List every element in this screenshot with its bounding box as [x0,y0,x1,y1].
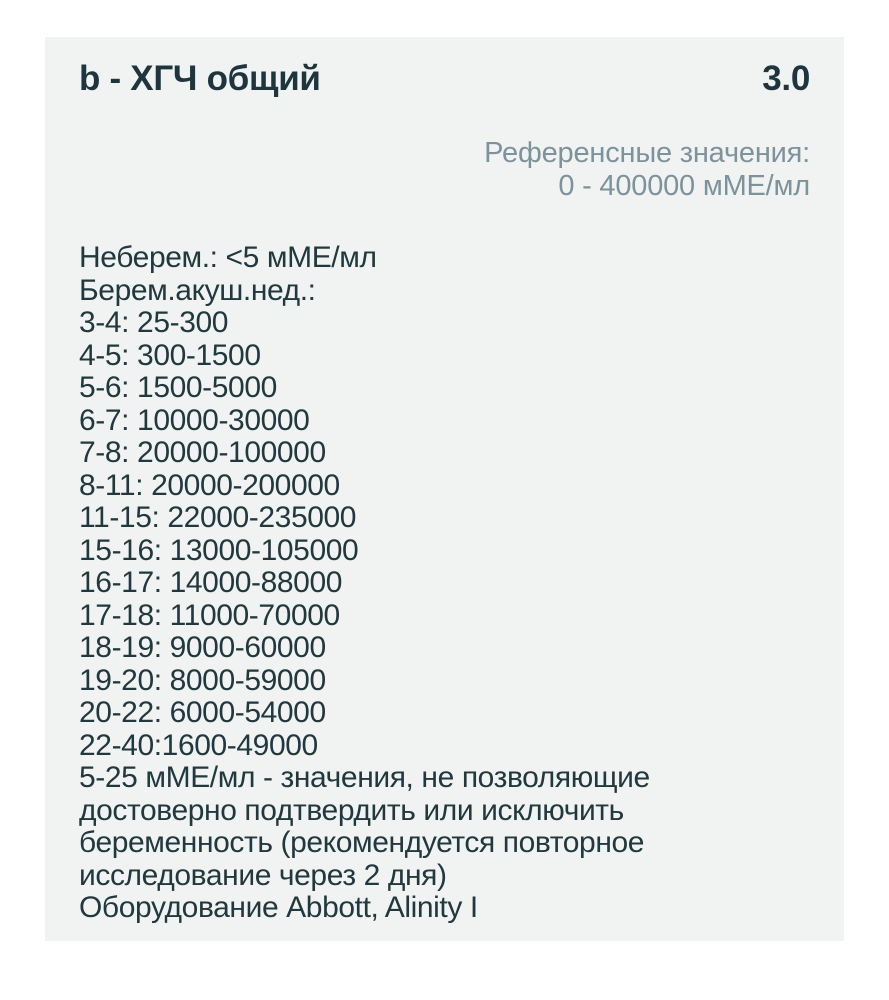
detail-line: 8-11: 20000-200000 [79,468,340,502]
test-result-card [45,37,844,941]
detail-line: 15-16: 13000-105000 [79,533,359,567]
reference-values-label: Референсные значения: [484,137,810,169]
detail-line: Берем.акуш.нед.: [79,273,316,307]
detail-line: Неберем.: <5 мМЕ/мл [79,241,377,274]
detail-line: исследование через 2 дня) [79,858,447,892]
detail-line: 5-6: 1500-5000 [79,371,277,404]
detail-line: Оборудование Abbott, Alinity I [79,891,478,924]
detail-line: 19-20: 8000-59000 [79,663,326,697]
detail-line: 4-5: 300-1500 [79,338,261,372]
detail-line: 16-17: 14000-88000 [79,566,343,599]
reference-values-block [79,137,810,203]
reference-range: 0 - 400000 мМЕ/мл [558,170,810,202]
detail-line: 6-7: 10000-30000 [79,403,310,437]
detail-line: 17-18: 11000-70000 [79,598,340,632]
detail-line: достоверно подтвердить или исключить [79,793,624,827]
test-result-value: 3.0 [762,59,810,98]
test-name: b - ХГЧ общий [79,59,321,98]
detail-line: 22-40:1600-49000 [79,728,318,762]
card-header [79,57,810,101]
reference-details-list [79,242,810,925]
detail-line: 3-4: 25-300 [79,306,229,339]
detail-line: 20-22: 6000-54000 [79,696,326,729]
detail-line: 5-25 мМЕ/мл - значения, не позволяющие [79,761,650,794]
detail-line: беременность (рекомендуется повторное [79,826,645,859]
detail-line: 7-8: 20000-100000 [79,436,326,469]
detail-line: 11-15: 22000-235000 [79,501,357,534]
detail-line: 18-19: 9000-60000 [79,631,326,664]
